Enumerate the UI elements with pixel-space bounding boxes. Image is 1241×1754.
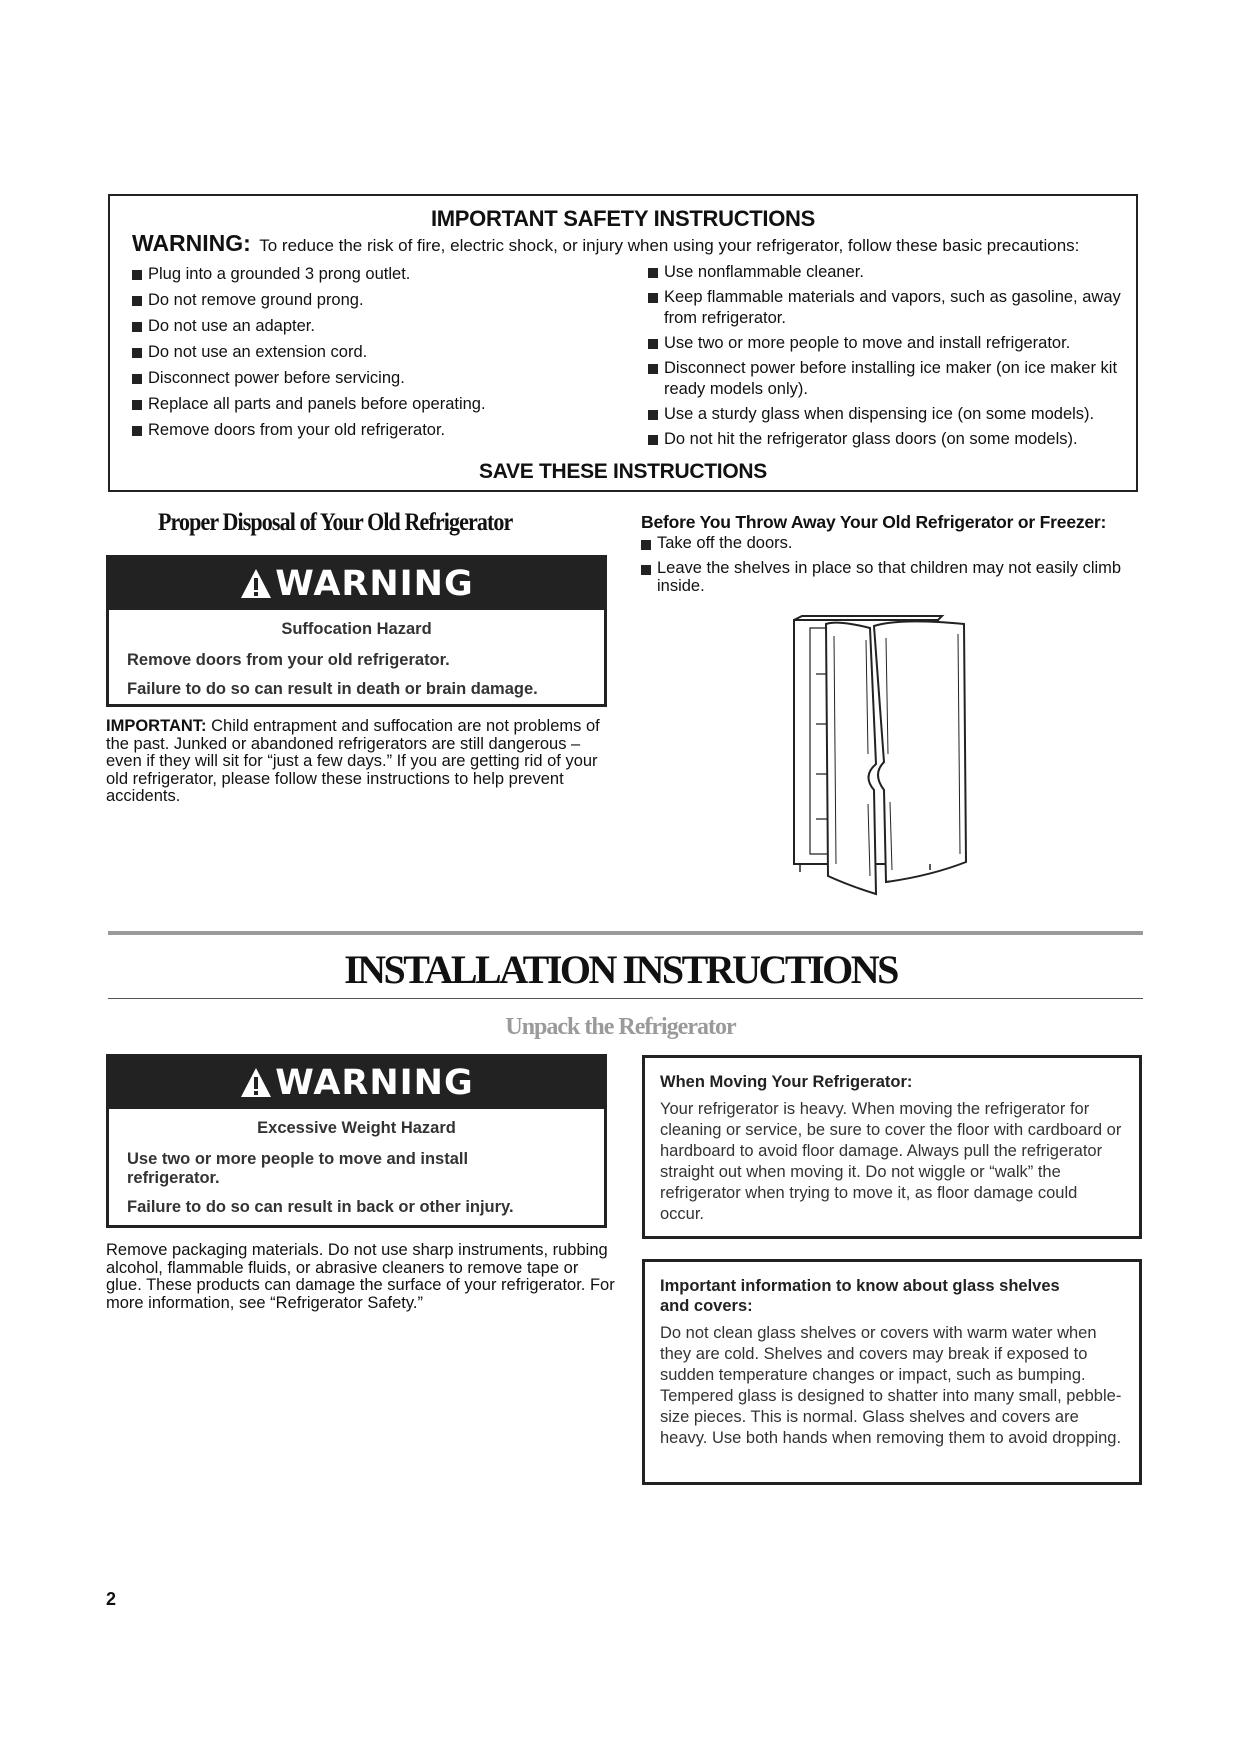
list-item: Take off the doors.	[641, 534, 1141, 552]
warning-line: Failure to do so can result in death or brain damage.	[127, 680, 538, 698]
list-item: Plug into a grounded 3 prong outlet.	[132, 264, 602, 285]
warning-word: WARNING	[275, 564, 474, 604]
installation-title: INSTALLATION INSTRUCTIONS	[344, 947, 897, 992]
safety-warning-text: To reduce the risk of fire, electric shock, or injury when using your refrigerator, follow these basic precautions:	[259, 236, 1080, 255]
important-label: IMPORTANT:	[106, 717, 207, 735]
list-item: Keep flammable materials and vapors, such as gasoline, away from refrigerator.	[648, 287, 1128, 329]
suffocation-warning-box	[106, 555, 607, 707]
warning-triangle-icon	[239, 567, 273, 601]
remove-packaging-paragraph: Remove packaging materials. Do not use sharp instruments, rubbing alcohol, flammable fluids, or abrasive cleaners to remove tape or glue. These products can damage the surface of your refrigerator. For more information, see “Refrigerator Safety.”	[106, 1241, 615, 1312]
list-item: Leave the shelves in place so that children may not easily climb inside.	[641, 559, 1141, 595]
weight-warning-box	[106, 1054, 607, 1228]
section-divider	[108, 931, 1143, 935]
warning-banner	[109, 1057, 604, 1109]
moving-info-box	[642, 1055, 1142, 1239]
warning-line: Failure to do so can result in back or other injury.	[127, 1198, 514, 1216]
list-item: Do not use an extension cord.	[132, 342, 602, 363]
before-throw-list	[641, 534, 1141, 602]
important-paragraph	[106, 718, 611, 806]
safety-list-right	[648, 262, 1128, 454]
warning-line: Remove doors from your old refrigerator.	[127, 651, 450, 669]
page-number: 2	[106, 1589, 117, 1609]
before-throw-heading: Before You Throw Away Your Old Refrigerator or Freezer:	[641, 512, 1107, 532]
title-rule	[108, 998, 1143, 999]
list-item: Do not hit the refrigerator glass doors (on some models).	[648, 429, 1128, 450]
safety-instructions-box	[108, 194, 1138, 492]
moving-text: Your refrigerator is heavy. When moving the refrigerator for cleaning or service, be sure to cover the floor with cardboard or hardboard to avoid floor damage. Always pull the refrigerator straight out when moving it. Do not wiggle or “walk” the refrigerator when trying to move it, as floor damage could occur.	[660, 1100, 1122, 1223]
hazard-title: Excessive Weight Hazard	[257, 1119, 456, 1137]
list-item: Use nonflammable cleaner.	[648, 262, 1128, 283]
list-item: Replace all parts and panels before operating.	[132, 394, 602, 415]
list-item: Disconnect power before servicing.	[132, 368, 602, 389]
list-item: Do not remove ground prong.	[132, 290, 602, 311]
important-text: Child entrapment and suffocation are not problems of the past. Junked or abandoned refrigerators are still dangerous – even if they will sit for “just a few days.” If you are getting rid of your old refrigerator, please follow these instructions to help prevent accidents.	[106, 717, 600, 805]
moving-heading: When Moving Your Refrigerator:	[660, 1073, 913, 1091]
warning-banner	[109, 558, 604, 610]
unpack-subtitle: Unpack the Refrigerator	[505, 1014, 736, 1040]
warning-triangle-icon	[239, 1066, 273, 1100]
list-item: Do not use an adapter.	[132, 316, 602, 337]
list-item: Remove doors from your old refrigerator.	[132, 420, 602, 441]
list-item: Disconnect power before installing ice maker (on ice maker kit ready models only).	[648, 358, 1128, 400]
safety-warning	[132, 230, 1079, 257]
glass-text: Do not clean glass shelves or covers with warm water when they are cold. Shelves and covers may break if exposed to sudden temperature changes or impact, such as bumping. Tempered glass is designed to shatter into many small, pebble-size pieces. This is normal. Glass shelves and covers are heavy. Use both hands when removing them to avoid dropping.	[660, 1324, 1122, 1447]
safety-list-left	[132, 264, 602, 446]
safety-warning-label: WARNING:	[132, 230, 251, 256]
disposal-heading: Proper Disposal of Your Old Refrigerator	[158, 509, 513, 536]
list-item: Use two or more people to move and install refrigerator.	[648, 333, 1128, 354]
warning-word: WARNING	[275, 1063, 474, 1103]
safety-title: IMPORTANT SAFETY INSTRUCTIONS	[430, 206, 816, 231]
glass-heading: Important information to know about glass shelves and covers:	[660, 1277, 1060, 1315]
hazard-title: Suffocation Hazard	[281, 620, 432, 638]
warning-line: Use two or more people to move and install refrigerator.	[127, 1150, 469, 1187]
refrigerator-illustration	[790, 614, 990, 904]
glass-info-box	[642, 1259, 1142, 1485]
save-instructions: SAVE THESE INSTRUCTIONS	[479, 460, 767, 483]
list-item: Use a sturdy glass when dispensing ice (on some models).	[648, 404, 1128, 425]
